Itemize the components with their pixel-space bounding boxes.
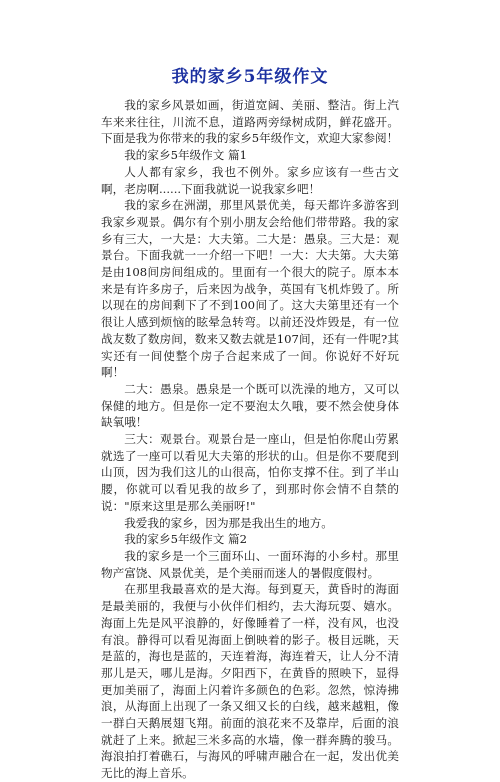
paragraph: 我的家乡风景如画，街道宽阔、美丽、整洁。街上汽车来来往往，川流不息，道路两旁绿树成阴，鲜花盛开。下面是我为你带来的我的家乡5年级作文，欢迎大家参阅！: [101, 98, 399, 146]
document-title: 我的家乡5年级作文: [171, 67, 329, 87]
paragraph: 我爱我的家乡，因为那是我出生的地方。: [124, 515, 333, 530]
paragraph: 我的家乡是一个三面环山、一面环海的小乡村。那里物产富饶、风景优美，是个美丽而迷人的暑假度假村。: [101, 548, 399, 580]
paragraph: 人人都有家乡，我也不例外。家乡应该有一些古文啊，老房啊......下面我就说一说我家乡吧！: [101, 164, 399, 196]
paragraph: 在那里我最喜欢的是大海。每到夏天，黄昏时的海面是最美丽的，我便与小伙伴们相约，去大海玩耍、嬉水。海面上先是风平浪静的，好像睡着了一样，没有风，也没有浪。静得可以看见海面上倒映着的影子。极目远眺，天是蓝的，海也是蓝的，天连着海，海连着天，让人分不清那儿是天，哪儿是海。夕阳西下，在黄昏的照映下，显得更加美丽了，海面上闪着许多颜色的色彩。忽然，惊涛拂浪，从海面上出现了一条又细又长的白线，越来越粗，像一群白天鹅展翅飞翔。前面的浪花来不及靠岸，后面的浪就赶了上来。掀起三米多高的水墙，像一群奔腾的骏马。海浪拍打着礁石，与海风的呼啸声融合在一起，发出优美无比的海上音乐。: [101, 582, 399, 781]
paragraph: 三大：观景台。观景台是一座山，但是怕你爬山劳累就选了一座可以看见大夫第的形状的山。但是你不要爬到山顶，因为我们这儿的山很高，怕你支撑不住。到了半山腰，你就可以看见我的故乡了，到那时你会情不自禁的说："原来这里是那么美丽呀!": [101, 432, 399, 513]
paragraph: 二大：愚泉。愚泉是一个既可以洗澡的地方，又可以保健的地方。但是你一定不要泡太久哦，要不然会使身体缺氧哦！: [101, 381, 399, 430]
section-heading: 我的家乡5年级作文 篇2: [124, 532, 247, 547]
paragraph: 我的家乡在洲湖，那里风景优美，每天都许多游客到我家乡观景。偶尔有个别小朋友会给他们带带路。我的家乡有三大，一大是：大夫第。二大是：愚泉。三大是：观景台。下面我就一一介绍一下吧！一大：大夫第。大夫第是由108间房间组成的。里面有一个很大的院子。原本本来是有许多房子，后来因为战争，英国有飞机炸毁了。所以现在的房间剩下了不到100间了。这大夫第里还有一个很让人感到烦恼的眩晕急转弯。以前还没炸毁是，有一位战友数了数房间，数来又数去就是107间，还有一件呢?其实还有一间使整个房子合起来成了一间。你说好不好玩啊！: [101, 198, 399, 380]
section-heading: 我的家乡5年级作文 篇1: [124, 148, 247, 163]
document-body: [101, 97, 399, 782]
